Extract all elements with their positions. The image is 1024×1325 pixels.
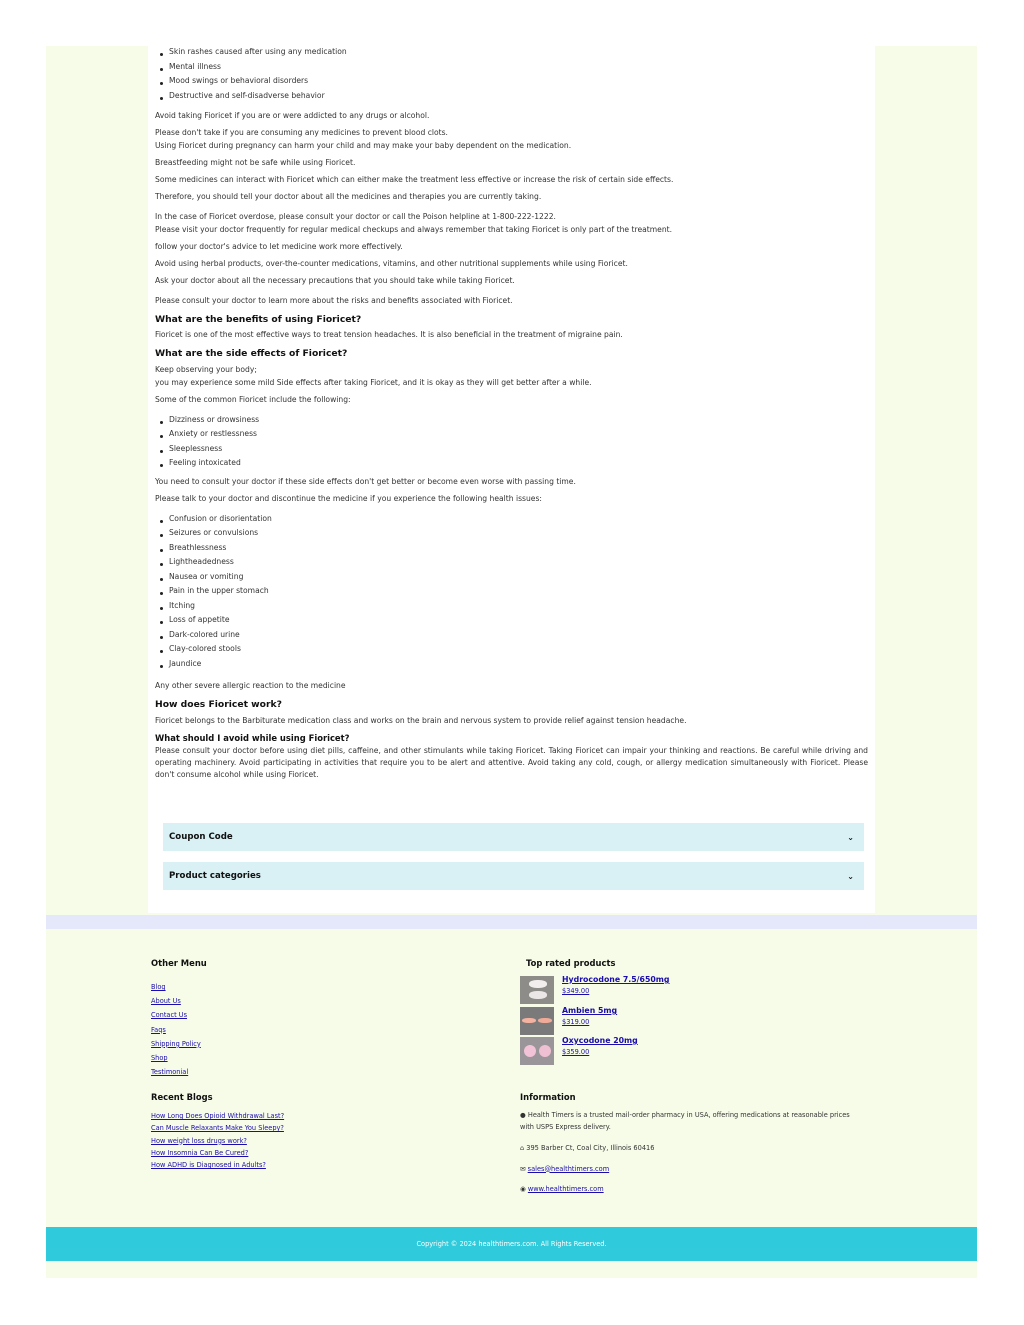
list-item: Dark-colored urine xyxy=(169,629,868,644)
list-item: Destructive and self-disadverse behavior xyxy=(169,90,868,105)
top-rated-title: Top rated products xyxy=(526,958,616,968)
product-image xyxy=(520,1037,554,1065)
product-categories-label: Product categories xyxy=(169,871,261,881)
list-item: Sleeplessness xyxy=(169,443,868,458)
paragraph: Breastfeeding might not be safe while using Fioricet. xyxy=(155,158,356,167)
paragraph: Keep observing your body; xyxy=(155,364,257,374)
information-title: Information xyxy=(520,1092,576,1102)
product-image xyxy=(520,1007,554,1035)
paragraph: Please don't take if you are consuming any medicines to prevent blood clots. xyxy=(155,128,448,137)
info-text: Health Timers is a trusted mail-order pharmacy in USA, offering medications at reasonable prices with USPS Express delivery. xyxy=(520,1111,850,1132)
paragraph: you may experience some mild Side effects after taking Fioricet, and it is okay as they will get better after a while. xyxy=(155,377,592,387)
list-item: Loss of appetite xyxy=(169,614,868,629)
list-item: Skin rashes caused after using any medication xyxy=(169,46,868,61)
recent-blog-link[interactable]: How Insomnia Can Be Cured? xyxy=(151,1148,249,1157)
product-price[interactable]: $319.00 xyxy=(562,1018,590,1026)
product-name-link[interactable]: Ambien 5mg xyxy=(562,1006,618,1015)
other-menu-links xyxy=(151,980,201,1079)
other-menu-title: Other Menu xyxy=(151,958,207,968)
recent-blog-link[interactable]: How Long Does Opioid Withdrawal Last? xyxy=(151,1112,285,1120)
list-item: Pain in the upper stomach xyxy=(169,585,868,600)
copyright-bar xyxy=(46,1227,977,1261)
information-block xyxy=(520,1109,865,1195)
copyright-text: Copyright © 2024 healthtimers.com. All Rights Reserved. xyxy=(416,1240,607,1248)
list-item: Breathlessness xyxy=(169,542,868,557)
paragraph: Any other severe allergic reaction to the medicine xyxy=(155,681,346,691)
paragraph: Ask your doctor about all the necessary precautions that you should take while taking Fioricet. xyxy=(155,276,515,285)
how-heading: How does Fioricet work? xyxy=(155,699,282,711)
how-text: Fioricet belongs to the Barbiturate medication class and works on the brain and nervous system to provide relief against tension headache. xyxy=(155,715,687,725)
paragraph: Please talk to your doctor and discontinue the medicine if you experience the following health issues: xyxy=(155,493,542,503)
footer-link-shipping[interactable]: Shipping Policy xyxy=(151,1039,201,1048)
footer-link-about[interactable]: About Us xyxy=(151,997,181,1006)
list-item: Feeling intoxicated xyxy=(169,457,868,472)
recent-blogs-links xyxy=(151,1110,284,1171)
list-item: Seizures or convulsions xyxy=(169,527,868,542)
footer-link-faqs[interactable]: Faqs xyxy=(151,1025,166,1034)
list-item: Jaundice xyxy=(169,658,868,673)
footer-link-blog[interactable]: Blog xyxy=(151,983,166,991)
website-link[interactable]: www.healthtimers.com xyxy=(527,1184,604,1193)
paragraph: Avoid using herbal products, over-the-counter medications, vitamins, and other nutritional supplements while using Fioricet. xyxy=(155,259,628,268)
side-effects-heading: What are the side effects of Fioricet? xyxy=(155,348,348,360)
list-item: Dizziness or drowsiness xyxy=(169,414,868,429)
list-item: Lightheadedness xyxy=(169,556,868,571)
common-side-effects-list xyxy=(155,414,868,472)
list-item: Itching xyxy=(169,600,868,615)
circle-icon: ● xyxy=(520,1111,526,1119)
paragraph: In the case of Fioricet overdose, please consult your doctor or call the Poison helpline at 1-800-222-1222. xyxy=(155,212,556,221)
footer xyxy=(46,929,977,1227)
benefits-text: Fioricet is one of the most effective ways to treat tension headaches. It is also beneficial in the treatment of migraine pain. xyxy=(155,330,623,340)
coupon-code-accordion[interactable] xyxy=(163,823,864,851)
address-text: 395 Barber Ct, Coal City, Illinois 60416 xyxy=(526,1144,655,1153)
product-categories-accordion[interactable] xyxy=(163,862,864,890)
chevron-down-icon: ⌄ xyxy=(847,871,854,881)
product-item[interactable] xyxy=(520,1007,820,1035)
home-icon: ⌂ xyxy=(520,1144,525,1153)
paragraph: Avoid taking Fioricet if you are or were addicted to any drugs or alcohol. xyxy=(155,111,430,120)
product-name-link[interactable]: Hydrocodone 7.5/650mg xyxy=(562,975,670,984)
paragraph: Some medicines can interact with Fioricet which can either make the treatment less effective or increase the risk of certain side effects. xyxy=(155,175,674,184)
footer-link-shop[interactable]: Shop xyxy=(151,1054,168,1063)
list-item: Clay-colored stools xyxy=(169,643,868,658)
recent-blog-link[interactable]: How ADHD is Diagnosed in Adults? xyxy=(151,1161,266,1170)
product-price[interactable]: $359.00 xyxy=(562,1048,590,1056)
article-body xyxy=(155,46,868,787)
avoid-heading: What should I avoid while using Fioricet? xyxy=(155,732,350,743)
footer-link-testimonial[interactable]: Testimonial xyxy=(151,1068,189,1077)
top-list xyxy=(155,46,868,104)
coupon-code-label: Coupon Code xyxy=(169,832,233,842)
email-link[interactable]: sales@healthtimers.com xyxy=(527,1164,610,1173)
recent-blog-link[interactable]: How weight loss drugs work? xyxy=(151,1136,247,1145)
serious-side-effects-list xyxy=(155,513,868,673)
product-image xyxy=(520,976,554,1004)
recent-blogs-title: Recent Blogs xyxy=(151,1092,213,1102)
product-item[interactable] xyxy=(520,976,820,1004)
paragraph: Using Fioricet during pregnancy can harm your child and may make your baby dependent on the medication. xyxy=(155,141,572,150)
paragraph: follow your doctor's advice to let medicine work more effectively. xyxy=(155,242,403,251)
footer-link-contact[interactable]: Contact Us xyxy=(151,1011,188,1020)
product-price[interactable]: $349.00 xyxy=(562,987,590,995)
list-item: Mental illness xyxy=(169,61,868,76)
recent-blog-link[interactable]: Can Muscle Relaxants Make You Sleepy? xyxy=(151,1124,284,1133)
benefits-heading: What are the benefits of using Fioricet? xyxy=(155,314,362,325)
paragraph: You need to consult your doctor if these side effects don't get better or become even worse with passing time. xyxy=(155,476,576,486)
paragraph: Please visit your doctor frequently for regular medical checkups and always remember that taking Fioricet is only part of the treatment. xyxy=(155,225,673,234)
list-item: Confusion or disorientation xyxy=(169,513,868,528)
envelope-icon: ✉ xyxy=(520,1164,526,1173)
avoid-text: Please consult your doctor before using diet pills, caffeine, and other stimulants while taking Fioricet. Taking Fioricet can impair your thinking and reactions. Be careful while driving and operating machinery. Avoid participating in activities that require you to be alert and attentive. Avoid taking any cold, cough, or allergy medication simultaneously with Fioricet. Please don't consume alcohol while using Fioricet. xyxy=(155,745,868,779)
section-divider xyxy=(46,915,977,929)
product-item[interactable] xyxy=(520,1037,820,1065)
article-content xyxy=(148,46,875,913)
chevron-down-icon: ⌄ xyxy=(847,832,854,842)
list-item: Nausea or vomiting xyxy=(169,571,868,586)
globe-icon: ◉ xyxy=(520,1184,526,1193)
list-item: Mood swings or behavioral disorders xyxy=(169,75,868,90)
product-name-link[interactable]: Oxycodone 20mg xyxy=(562,1036,638,1045)
list-item: Anxiety or restlessness xyxy=(169,428,868,443)
paragraph: Some of the common Fioricet include the following: xyxy=(155,394,351,404)
paragraph: Therefore, you should tell your doctor about all the medicines and therapies you are currently taking. xyxy=(155,192,542,201)
paragraph: Please consult your doctor to learn more about the risks and benefits associated with Fioricet. xyxy=(155,296,513,305)
